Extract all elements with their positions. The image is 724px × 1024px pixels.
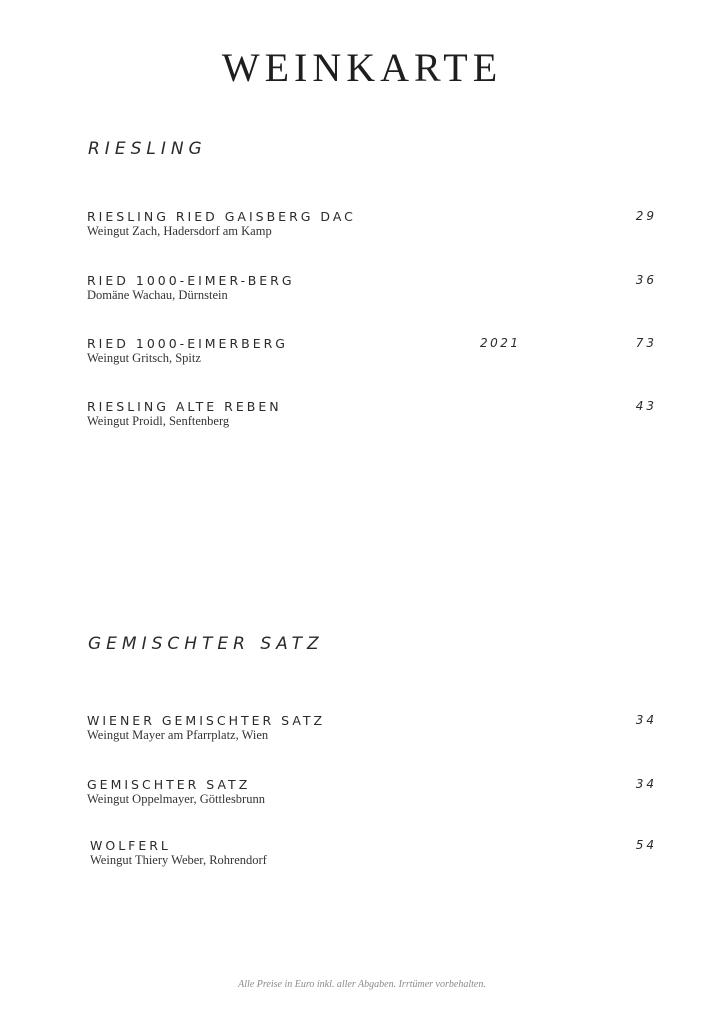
wine-price: 43 [635, 399, 657, 413]
wine-name: WOLFERL [90, 838, 171, 853]
wine-price: 36 [635, 273, 657, 287]
wine-producer: Weingut Zach, Hadersdorf am Kamp [87, 224, 272, 238]
wine-price: 34 [635, 713, 657, 727]
wine-producer: Weingut Gritsch, Spitz [87, 351, 201, 365]
footer-note: Alle Preise in Euro inkl. aller Abgaben. Irrtümer vorbehalten. [238, 979, 486, 990]
wine-item [87, 273, 657, 313]
wine-producer: Weingut Oppelmayer, Göttlesbrunn [87, 792, 265, 806]
wine-producer: Domäne Wachau, Dürnstein [87, 288, 228, 302]
wine-producer: Weingut Proidl, Senftenberg [87, 414, 230, 428]
wine-price: 34 [635, 777, 657, 791]
wine-name: GEMISCHTER SATZ [87, 777, 251, 792]
wine-producer: Weingut Mayer am Pfarrplatz, Wien [87, 728, 269, 742]
wine-name: RIESLING ALTE REBEN [87, 399, 282, 414]
section-heading-riesling: RIESLING [88, 139, 207, 159]
wine-name: WIENER GEMISCHTER SATZ [87, 713, 326, 728]
wine-vintage: 2021 [480, 336, 521, 350]
wine-price: 73 [635, 336, 657, 350]
wine-item [87, 713, 657, 753]
wine-item [87, 336, 657, 376]
wine-item [87, 399, 657, 439]
wine-item [87, 209, 657, 249]
page-title: WEINKARTE [221, 45, 503, 90]
wine-name: RIESLING RIED GAISBERG DAC [87, 209, 356, 224]
wine-price: 54 [635, 838, 657, 852]
wine-name: RIED 1000-EIMERBERG [87, 336, 288, 351]
section-heading-gemischter-satz: GEMISCHTER SATZ [88, 634, 324, 654]
wine-producer: Weingut Thiery Weber, Rohrendorf [90, 853, 267, 867]
wine-name: RIED 1000-EIMER-BERG [87, 273, 295, 288]
wine-price: 29 [635, 209, 657, 223]
wine-item [87, 777, 657, 817]
wine-item [87, 838, 657, 878]
